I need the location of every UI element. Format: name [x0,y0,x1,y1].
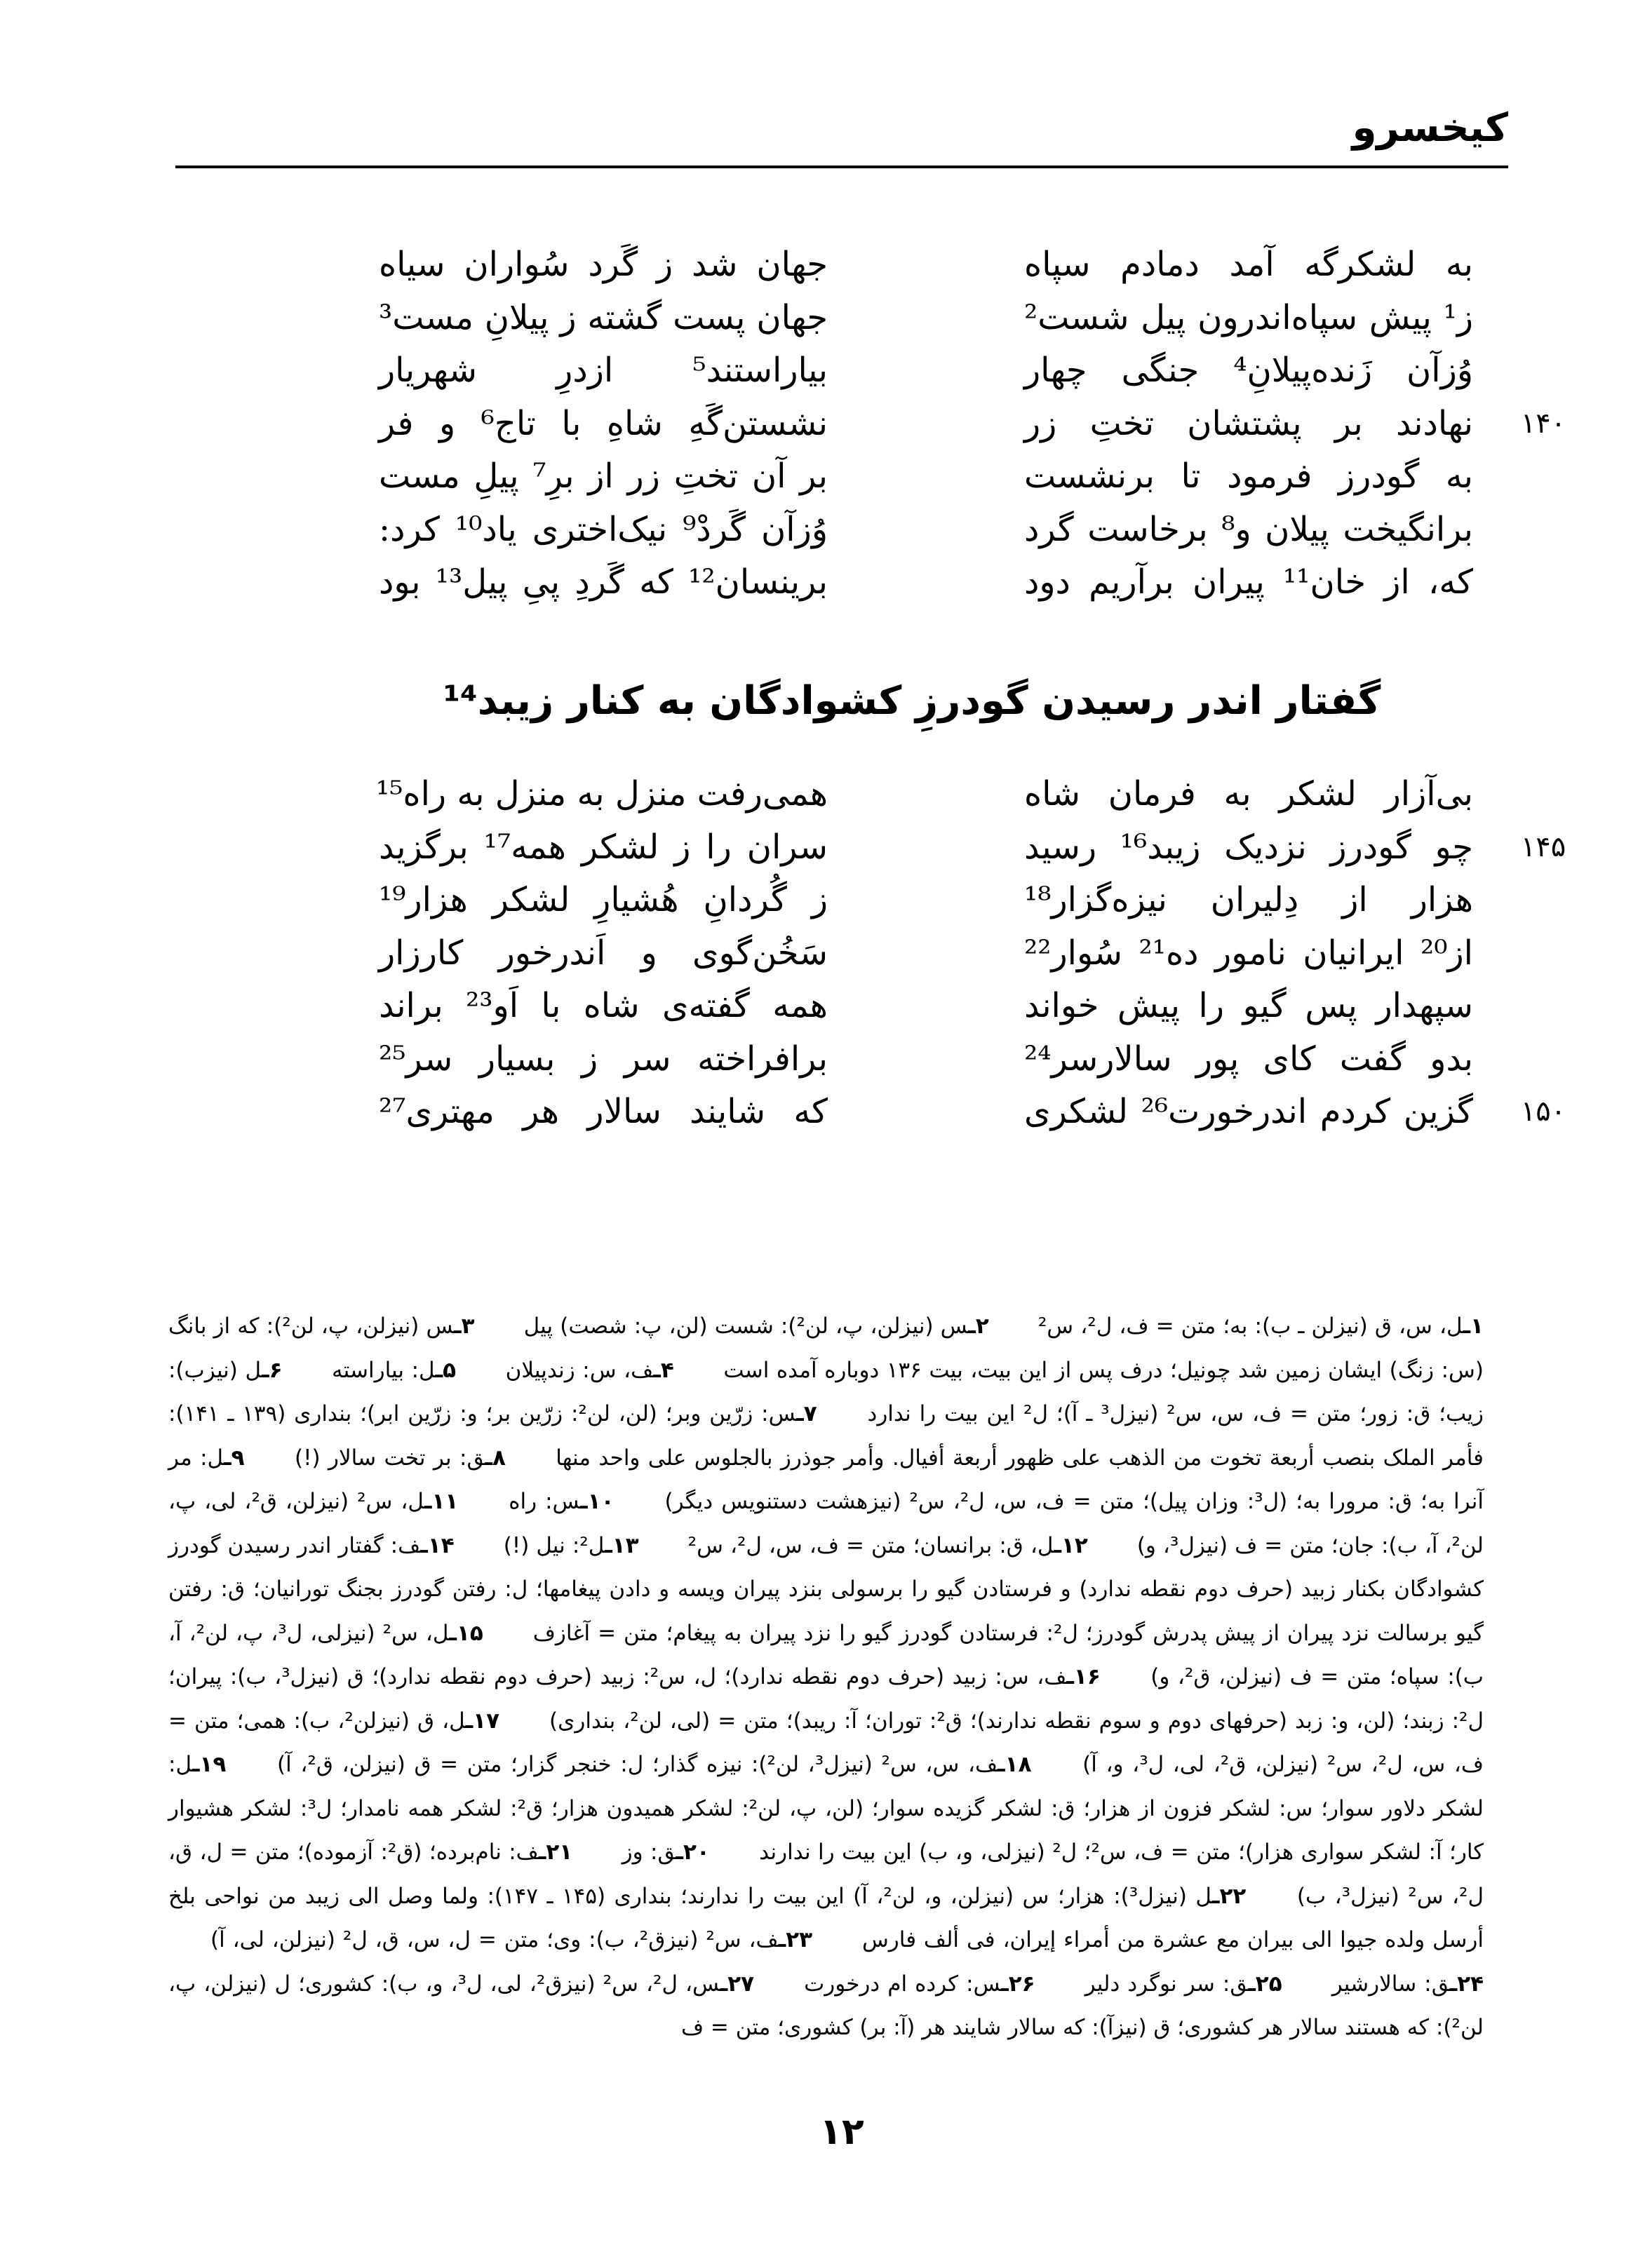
couplet [295,821,1578,875]
running-title: کیخسرو [1352,105,1508,151]
footnote: ۲۱ـف: نام‌برده؛ (ق²: آزموده)؛ متن = ل، ق، ل²، س² (نیزل³، ب) [168,1840,1484,1909]
footnote: ۵ـل: بیاراسته [332,1357,457,1383]
couplet [295,344,1578,398]
second-hemistich: نشستن‌گَهِ شاهِ با تاج⁶ و فر [379,403,828,443]
first-hemistich: نهادند بر پشتشان تختِ زر [1024,403,1473,443]
second-hemistich: سَخُن‌گوی و اَندرخور کارزار [379,933,828,973]
second-hemistich: ز گُردانِ هُشیارِ لشکر هزار¹⁹ [379,880,828,919]
second-hemistich: سران را ز لشکر همه¹⁷ برگزید [379,827,828,867]
first-hemistich: وُزآن زَنده‌پیلانِ⁴ جنگی چهار [1024,351,1473,390]
footnote: ۳ـس (نیزلن، پ، لن²): که از بانگ (س: زنگ) ایشان زمین شد چونیل؛ درف پس از این بیت، بیت ۱۳۶ دوباره آمده است [168,1314,1484,1383]
footnote: ۱۲ـل، ق: برانسان؛ متن = ف، س، ل²، س² [687,1532,1088,1558]
second-hemistich: بیاراستند⁵ ازدرِ شهریار [379,351,828,390]
section-heading: گفتار اندر رسیدن گودرزِ کشوادگان به کنار زیبد¹⁴ [443,678,1381,724]
footnote: ۶ـل (نیزب): زیب؛ ق: زور؛ متن = ف، س، س² (نیزل³ ـ آ)؛ ل² این بیت را ندارد [168,1357,1484,1426]
footnote: ۱۱ـل، س² (نیزلن، ق²، لی، پ، لن²، آ، ب): جان؛ متن = ف (نیزل³، و) [168,1489,1484,1558]
footnote: ۸ـق: بر تخت سالار (!) [294,1445,506,1471]
second-hemistich: وُزآن گَردْ⁹ نیک‌اختری یاد¹⁰ کرد: [379,509,828,549]
footnote: ۲۵ـق: سر نوگرد دلیر [1084,1971,1282,1997]
couplet [295,450,1578,504]
footnote: ۲۴ـق: سالارشیر [1331,1971,1484,1997]
first-hemistich: به لشکرگه آمد دمادم سپاه [1024,245,1473,284]
second-hemistich: جهان شد ز گَرد سُواران سیاه [379,245,828,284]
couplet [295,292,1578,345]
page-number: ۱۲ [819,2111,864,2153]
footnote: ۱۴ـف: گفتار اندر رسیدن گودرز کشوادگان بکنار زبید (حرف دوم نقطه ندارد) و فرستادن گیو را برسولی بنزد پیران ویسه و دادن پیغامها؛ ل: رفتن گودرز بجنگ تورانیان؛ ق: رفتن گیو برسالت نزد پیران از پیش پدرش گودرز؛ ل²: فرستادن گودرز گیو را نزد پیران به پیغام؛ متن = آغازف [168,1532,1484,1646]
couplet [295,238,1578,292]
couplet [295,398,1578,451]
second-hemistich: جهان پست گشته ز پیلانِ مست³ [379,297,828,337]
second-hemistich: برینسان¹² که گَردِ پیِ پیل¹³ بود [379,562,828,602]
first-hemistich: برانگیخت پیلان و⁸ برخاست گرد [1024,509,1474,549]
second-hemistich: همه گفته‌ی شاه با اَو²³ براند [379,986,828,1025]
footnote: ۱۵ـل، س² (نیزلی، ل³، پ، لن²، آ، ب): سپاه؛ متن = ف (نیزلن، ق²، و) [168,1620,1484,1689]
footnote: ۲ـس (نیزلن، پ، لن²): شست (لن، پ: شصت) پیل [523,1314,989,1339]
footnote: ۹ـل: مر آنرا به؛ ق: مرورا به؛ (ل³: وزان پیل)؛ متن = ف، س، ل²، س² (نیزهشت دستنویس دیگر) [168,1445,1484,1514]
couplet [295,1033,1578,1086]
couplet [295,874,1578,927]
second-hemistich: همی‌رفت منزل به منزل به راه¹⁵ [375,774,828,814]
couplet [295,504,1578,557]
couplet [295,980,1578,1033]
footnote: ۲۰ـق: وز [622,1840,710,1865]
second-hemistich: برافراخته سر ز بسیار سر²⁵ [379,1039,828,1079]
footnote: ۲۷ـس، ل²، س² (نیزق²، لی، ل³، و، ب): کشوری؛ ل (نیزلن، پ، لن²): که هستند سالار هر کشوری؛ ق (نیزآ): که سالار شایند هر (آ: بر) کشوری؛ متن = ف [168,1971,1484,2040]
first-hemistich: هزار از دِلیران نیزه‌گزار¹⁸ [1024,880,1473,919]
page-header [175,105,1508,168]
verse-block-1 [295,238,1578,609]
second-hemistich: بر آن تختِ زر از برِ⁷ پیلِ مست [379,457,828,496]
couplet [295,927,1578,980]
second-hemistich: که شایند سالار هر مهتری²⁷ [379,1092,828,1131]
couplet [295,556,1578,609]
first-hemistich: به گودرز فرمود تا برنشست [1024,457,1473,496]
first-hemistich: ز¹ پیش سپاه‌اندرون پیل شست² [1024,297,1473,337]
first-hemistich: چو گودرز نزدیک زیبد¹⁶ رسید [1024,827,1473,867]
header-rule [175,166,1508,168]
footnote: ۲۶ـس: کرده ام درخورت [804,1971,1035,1997]
verse-number: ۱۵۰ [1520,1095,1566,1128]
verse-block-2 [295,768,1578,1139]
footnote: ۷ـس: زرّین وبر؛ (لن، لن²: زرّین بر؛ و: زرّین ابر)؛ بنداری (۱۳۹ ـ ۱۴۱): فأمر الملک بنصب أربعة تخوت من الذهب علی ظهور أربعة أفیال. وأمر جوذرز بالجلوس علی واحد منها [168,1401,1484,1471]
verse-number: ۱۴۰ [1520,407,1566,440]
first-hemistich: که، از خان¹¹ پیران برآریم دود [1024,562,1474,602]
first-hemistich: از²⁰ ایرانیان نامور ده²¹ سُوار²² [1024,933,1473,973]
footnote: ۱۹ـل: لشکر دلاور سوار؛ س: لشکر فزون از هزار؛ ق: لشکر گزیده سوار؛ (لن، پ، لن²: لشکر همیدون هزار؛ ق²: لشکر همه نامدار؛ ل³: لشکر هشیوار کار؛ آ: لشکر سواری هزار)؛ متن = ف، س²؛ ل² (نیزلی، و، ب) این بیت را ندارند [168,1752,1484,1865]
footnotes [168,1304,1484,2050]
footnote: ۱۳ـل²: نیل (!) [503,1532,639,1558]
footnote: ۱ـل، س، ق (نیزلن ـ ب): به؛ متن = ف، ل²، س² [1037,1314,1484,1339]
footnote: ۱۰ـس: راه [509,1489,615,1514]
verse-number: ۱۴۵ [1520,830,1566,863]
footnote: ۱۷ـل، ق (نیزلن²، ب): همی؛ متن = ف، س، ل²، س² (نیزلن، ق²، لی، ل³، و، آ) [168,1708,1484,1777]
footnote: ۱۶ـف، س: زبید (حرف دوم نقطه ندارد)؛ ل، س²: زبید (حرف دوم نقطه ندارد)؛ ق (نیزل³، ب): پیران؛ ل²: زبند؛ (لن، و: زبد (حرفهای دوم و سوم نقطه ندارند)؛ ق²: توران؛ آ: ریبد)؛ متن = (لی، لن²، بنداری) [168,1664,1484,1734]
first-hemistich: بدو گفت کای پور سالارسر²⁴ [1024,1039,1473,1079]
footnote: ۲۳ـف، س² (نیزق²، ب): وی؛ متن = ل، س، ق، ل² (نیزلن، لی، آ) [210,1927,813,1952]
footnote: ۱۸ـف، س، س² (نیزل³، لن²): نیزه گذار؛ ل: خنجر گزار؛ متن = ق (نیزلن، ق²، آ) [277,1752,1032,1777]
couplet [295,1086,1578,1139]
first-hemistich: گزین کردم اندرخورت²⁶ لشکری [1024,1092,1473,1131]
first-hemistich: بی‌آزار لشکر به فرمان شاه [1024,774,1473,814]
footnote: ۲۲ـل (نیزل³): هزار؛ س (نیزلن، و، لن²، آ) این بیت را ندارند؛ بنداری (۱۴۵ ـ ۱۴۷): ولما وصل الی زیبد من نواحی بلخ أرسل ولده جیوا الی بیران مع عشرة من أمراء إیران، فی ألف فارس [168,1883,1484,1952]
first-hemistich: سپهدار پس گیو را پیش خواند [1024,986,1473,1025]
couplet [295,768,1578,821]
footnote: ۴ـف، س: زندپیلان [505,1357,674,1383]
